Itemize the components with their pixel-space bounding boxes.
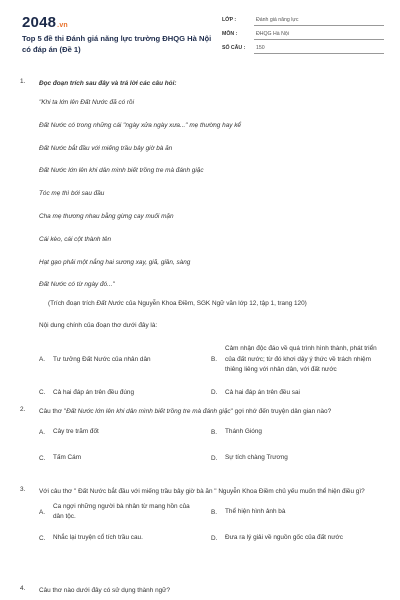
option-letter: A. xyxy=(39,428,46,436)
question-number: 3. xyxy=(20,486,26,493)
option-letter: A. xyxy=(39,508,46,516)
option-text: Nhắc lại truyện cổ tích trầu cau. xyxy=(53,534,143,541)
option-d[interactable] xyxy=(211,527,383,549)
question-text-prefix: Câu thơ " xyxy=(39,408,67,415)
poem-line: Cha mẹ thương nhau bằng gừng cay muối mặn xyxy=(39,212,174,220)
option-text: Thể hiện hình ảnh bà xyxy=(225,508,286,515)
option-d[interactable] xyxy=(211,382,383,404)
source-prefix: (Trích đoạn trích xyxy=(48,300,97,308)
meta-value-class: Đánh giá năng lực xyxy=(254,15,384,26)
question-text-suffix: " gợi nhớ đến truyện dân gian nào? xyxy=(230,408,332,415)
meta-key-count: SỐ CÂU : xyxy=(222,45,246,51)
question-number: 1. xyxy=(20,78,26,85)
question-2 xyxy=(20,406,382,469)
question-3 xyxy=(20,486,382,549)
option-text: Tư tưởng Đất Nước của nhân dân xyxy=(53,355,151,363)
option-letter: A. xyxy=(39,356,46,364)
option-a[interactable] xyxy=(39,421,211,443)
poem-line: Đất Nước lớn lên khi dân mình biết trồng tre mà đánh giặc xyxy=(39,167,204,175)
logo-main: 2048 xyxy=(22,14,57,31)
option-letter: B. xyxy=(211,508,218,516)
poem-excerpt xyxy=(39,89,382,294)
question-text xyxy=(39,406,382,417)
poem-line: Đất Nước bắt đầu với miếng trầu bây giờ bà ăn xyxy=(39,144,173,152)
site-logo[interactable] xyxy=(22,14,68,31)
option-c[interactable] xyxy=(39,527,211,549)
option-d[interactable] xyxy=(211,447,383,469)
option-text: Tấm Cám xyxy=(53,454,82,461)
source-title: Đất Nước xyxy=(96,300,124,308)
question-prompt: Nội dung chính của đoạn thơ dưới đây là: xyxy=(39,322,158,330)
meta-key-subject: MÔN : xyxy=(222,31,238,37)
option-letter: C. xyxy=(39,534,46,542)
question-instruction: Đọc đoạn trích sau đây và trả lời các câu hỏi: xyxy=(39,80,177,87)
option-text: Đưa ra lý giải về nguồn gốc của đất nước xyxy=(225,534,343,541)
source-suffix: của Nguyễn Khoa Điềm, SGK Ngữ văn lớp 12, tập 1, trang 120) xyxy=(123,300,307,308)
option-text: Cây tre trăm đốt xyxy=(53,428,99,435)
poem-line: Đất Nước có trong những cái "ngày xửa ngày xưa..." mẹ thường hay kể xyxy=(39,121,241,129)
question-text-quote: Đất Nước lớn lên khi dân mình biết trồng tre mà đánh giặc xyxy=(66,408,231,415)
option-text: Thánh Gióng xyxy=(225,428,262,435)
meta-value-subject: ĐHQG Hà Nội xyxy=(254,29,384,40)
option-text: Ca ngợi những người bà nhân từ mang hồn của dân tộc. xyxy=(53,503,190,520)
poem-line: Cái kèo, cái cột thành tên xyxy=(39,235,112,243)
answer-options xyxy=(39,344,382,404)
meta-value-count: 150 xyxy=(254,43,384,54)
logo-suffix: .vn xyxy=(57,22,68,29)
question-number: 4. xyxy=(20,585,26,592)
option-a[interactable] xyxy=(39,501,211,523)
option-letter: D. xyxy=(211,454,218,462)
question-2-header xyxy=(20,406,382,417)
question-text: Câu thơ nào dưới đây có sử dụng thành ngữ? xyxy=(39,587,171,594)
option-text: Cảm nhận độc đáo về quá trình hình thành, phát triển của đất nước; từ đó khơi dậy ý thức về trách nhiệm thiêng liêng với nhân dân, với đất nước xyxy=(225,345,377,374)
option-letter: D. xyxy=(211,389,218,397)
question-1-header xyxy=(20,78,382,89)
poem-line: "Khi ta lớn lên Đất Nước đã có rồi xyxy=(39,99,135,106)
question-3-header xyxy=(20,486,382,497)
meta-row-subject xyxy=(222,27,384,41)
option-c[interactable] xyxy=(39,382,211,404)
option-c[interactable] xyxy=(39,447,211,469)
option-letter: C. xyxy=(39,454,46,462)
poem-line: Hạt gạo phải một nắng hai sương xay, giã, giần, sàng xyxy=(39,258,191,266)
option-b[interactable] xyxy=(211,421,383,443)
meta-row-count xyxy=(222,41,384,55)
question-4 xyxy=(20,585,382,596)
option-text: Cả hai đáp án trên đều đúng xyxy=(53,388,135,396)
option-letter: B. xyxy=(211,428,218,436)
meta-table xyxy=(222,13,384,55)
option-letter: B. xyxy=(211,356,218,364)
option-text: Sự tích chàng Trương xyxy=(225,454,288,461)
question-1 xyxy=(20,78,382,404)
poem-line: Đất Nước có từ ngày đó..." xyxy=(39,281,115,289)
option-text: Cả hai đáp án trên đều sai xyxy=(225,388,300,396)
question-text: Với câu thơ " Đất Nước bắt đầu với miếng trầu bây giờ bà ăn " Nguyễn Khoa Điềm chủ yếu muốn thể hiện điều gì? xyxy=(39,488,365,495)
answer-options xyxy=(39,501,382,549)
meta-key-class: LỚP : xyxy=(222,17,237,23)
poem-line: Tóc mẹ thì bới sau đầu xyxy=(39,190,105,198)
question-number: 2. xyxy=(20,406,26,413)
document-title: Top 5 đề thi Đánh giá năng lực trường ĐHQG Hà Nội có đáp án (Đề 1) xyxy=(22,34,212,54)
poem-source xyxy=(48,294,382,314)
option-b[interactable] xyxy=(211,501,383,523)
option-b[interactable] xyxy=(211,344,383,376)
page-header xyxy=(0,0,400,70)
option-a[interactable] xyxy=(39,344,211,376)
option-letter: D. xyxy=(211,534,218,542)
option-letter: C. xyxy=(39,389,46,397)
meta-row-class xyxy=(222,13,384,27)
question-4-header xyxy=(20,585,382,596)
answer-options xyxy=(39,421,382,469)
